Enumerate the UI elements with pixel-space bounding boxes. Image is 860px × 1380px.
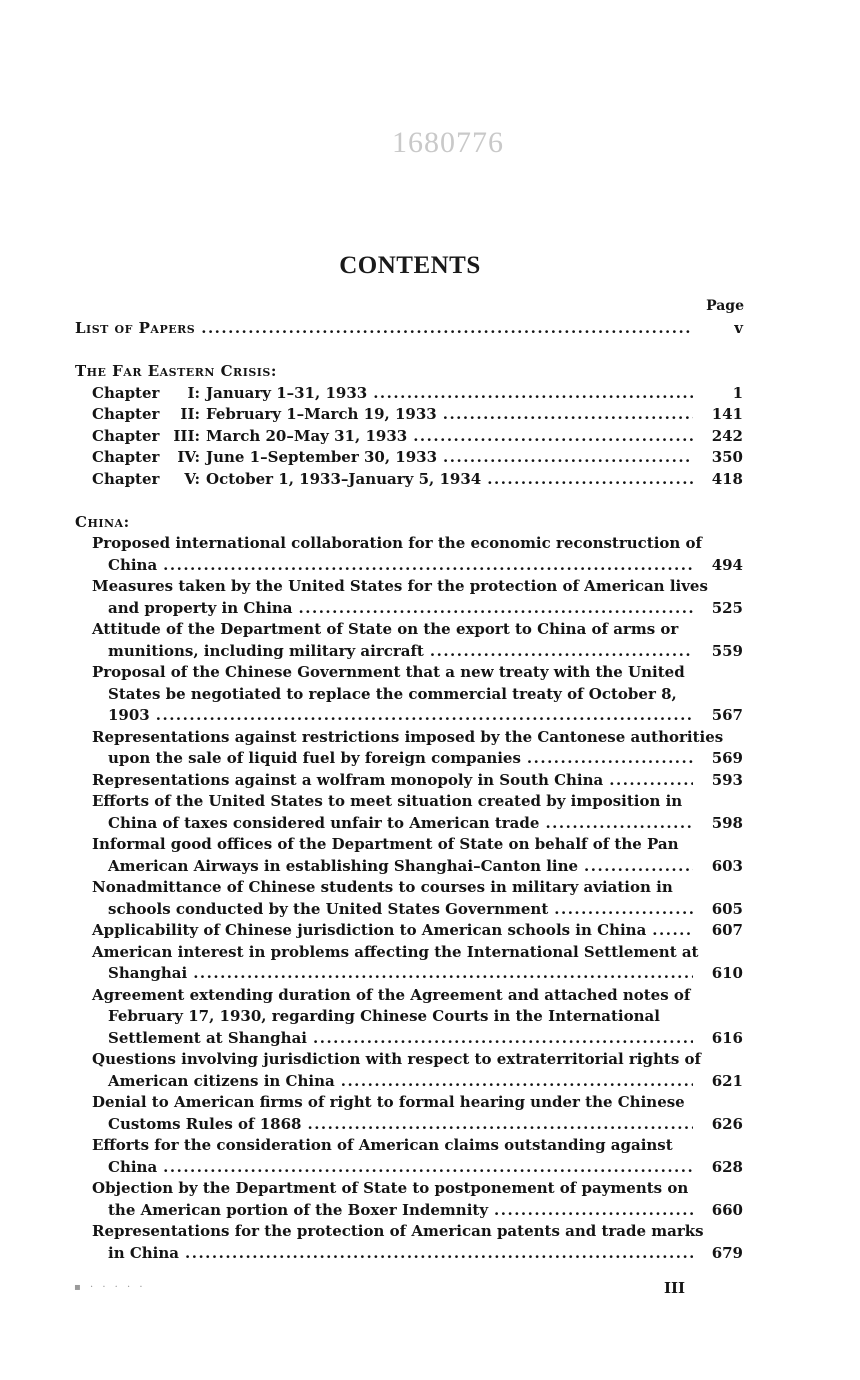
toc-page-number: 598 xyxy=(711,813,743,832)
page-column-header: Page xyxy=(706,298,744,314)
toc-entry-chapter[interactable] xyxy=(75,383,743,405)
dot-leader xyxy=(299,598,693,620)
toc-entry-text: American interest in problems affecting the International Settlement at xyxy=(92,942,699,961)
toc-entry-text: 1903 xyxy=(108,706,150,724)
toc-page-number: 605 xyxy=(711,899,743,918)
toc-entry-text: munitions, including military aircraft xyxy=(108,641,424,660)
toc-page-number: 593 xyxy=(711,770,743,789)
toc-entry-chapter[interactable] xyxy=(75,426,743,448)
scan-artifact: ▪ · · · · · xyxy=(74,1282,146,1293)
toc-page-number: 679 xyxy=(711,1243,743,1262)
dot-leader xyxy=(443,404,693,426)
toc-entry-line xyxy=(92,813,743,835)
chapter-number: II: xyxy=(180,405,200,423)
dot-leader xyxy=(527,748,693,770)
toc-entry-text: Efforts of the United States to meet situation created by imposition in xyxy=(92,792,683,810)
toc-page-number: 569 xyxy=(711,749,743,767)
dot-leader xyxy=(307,1114,693,1136)
chapter-label xyxy=(92,404,437,426)
dot-leader xyxy=(494,1200,693,1222)
toc-entry-label: List of Papers xyxy=(75,319,196,337)
chapter-dates: January 1–31, 1933 xyxy=(206,383,368,402)
toc-entry-line xyxy=(92,1243,743,1265)
toc-entry-text: and property in China xyxy=(108,598,293,617)
toc-entry-line xyxy=(92,1071,743,1093)
toc-entry-china[interactable] xyxy=(75,1178,743,1221)
toc-entry-line xyxy=(92,963,743,985)
chapter-dates: October 1, 1933–January 5, 1934 xyxy=(206,469,482,488)
chapter-word: Chapter xyxy=(92,426,160,445)
dot-leader xyxy=(554,899,693,921)
chapter-list xyxy=(75,383,743,491)
chapter-number: III: xyxy=(173,426,200,445)
toc-entry-china[interactable] xyxy=(75,1092,743,1135)
toc-entry-line xyxy=(92,1200,743,1222)
toc-entry-china[interactable] xyxy=(75,619,743,662)
toc-entry-text: Objection by the Department of State to postponement of payments on xyxy=(92,1179,689,1197)
library-stamp: 1680776 xyxy=(392,126,504,159)
dot-leader xyxy=(413,426,693,448)
dot-leader xyxy=(156,705,693,727)
toc-entry-text: schools conducted by the United States Government xyxy=(108,899,549,918)
toc-entry-china[interactable] xyxy=(75,662,743,727)
toc-entry-text: Nonadmittance of Chinese students to courses in military aviation in xyxy=(92,878,673,896)
toc-entry-text: Informal good offices of the Department of State on behalf of the Pan xyxy=(92,835,679,853)
toc-entry-china[interactable] xyxy=(75,576,743,619)
toc-entry-line xyxy=(92,598,743,620)
toc-entry-text: Measures taken by the United States for the protection of American lives xyxy=(92,577,708,595)
toc-entry-china[interactable] xyxy=(75,920,743,942)
toc-entry-text: Agreement extending duration of the Agreement and attached notes of xyxy=(92,985,691,1004)
dot-leader xyxy=(430,641,693,663)
chapter-label xyxy=(92,383,367,405)
toc-page-number: 494 xyxy=(711,555,743,574)
toc-entry-text: Settlement at Shanghai xyxy=(108,1028,307,1047)
chapter-label xyxy=(92,447,437,469)
toc-page-number: 621 xyxy=(711,1071,743,1090)
toc-entry-line xyxy=(92,899,743,921)
chapter-word: Chapter xyxy=(92,448,160,466)
toc-page-number: 610 xyxy=(711,964,743,982)
toc-page-number: 350 xyxy=(711,448,743,466)
toc-entry-text: upon the sale of liquid fuel by foreign companies xyxy=(108,749,521,767)
toc-entry-text: Proposal of the Chinese Government that a new treaty with the United xyxy=(92,663,685,681)
toc-entry-china[interactable] xyxy=(75,1135,743,1178)
dot-leader xyxy=(201,318,693,340)
toc-entry-china[interactable] xyxy=(75,877,743,920)
page-title: CONTENTS xyxy=(339,252,481,279)
chapter-label xyxy=(92,426,407,448)
toc-page-number: 242 xyxy=(711,426,743,445)
toc-entry-text: Attitude of the Department of State on the export to China of arms or xyxy=(92,620,679,638)
toc-entry-text: China xyxy=(108,1157,158,1176)
toc-entry-line xyxy=(92,920,743,942)
chapter-number: I: xyxy=(187,383,200,402)
toc-entry-china[interactable] xyxy=(75,1221,743,1264)
toc-entry-line xyxy=(92,555,743,577)
table-of-contents xyxy=(75,318,743,1264)
toc-entry-list-of-papers[interactable] xyxy=(75,318,743,340)
toc-page-number: 567 xyxy=(711,706,743,724)
dot-leader xyxy=(163,1157,693,1179)
toc-entry-china[interactable] xyxy=(75,985,743,1050)
toc-entry-text: Efforts for the consideration of American claims outstanding against xyxy=(92,1136,673,1154)
toc-page-number: v xyxy=(734,319,743,337)
toc-entry-line xyxy=(92,770,743,792)
toc-entry-line xyxy=(92,1157,743,1179)
toc-entry-chapter[interactable] xyxy=(75,404,743,426)
toc-page-number: 1 xyxy=(732,383,743,402)
toc-page-number: 418 xyxy=(711,469,743,488)
toc-page-number: 525 xyxy=(711,598,743,617)
dot-leader xyxy=(487,469,693,491)
toc-entry-text: Customs Rules of 1868 xyxy=(108,1114,302,1133)
toc-entry-text: Representations for the protection of American patents and trade marks xyxy=(92,1222,704,1240)
toc-entry-text: China xyxy=(108,555,158,574)
dot-leader xyxy=(373,383,693,405)
toc-entry-china[interactable] xyxy=(75,727,743,770)
toc-page-number: 626 xyxy=(711,1114,743,1133)
dot-leader xyxy=(313,1028,693,1050)
toc-entry-text: China of taxes considered unfair to American trade xyxy=(108,813,540,832)
dot-leader xyxy=(185,1243,693,1265)
toc-entry-text: Denial to American firms of right to formal hearing under the Chinese xyxy=(92,1093,685,1111)
toc-entry-text: American Airways in establishing Shanghai–Canton line xyxy=(108,856,579,875)
section-heading-far-eastern-crisis: The Far Eastern Crisis: xyxy=(75,362,277,380)
toc-entry-china[interactable] xyxy=(75,1049,743,1092)
toc-entry-text: States be negotiated to replace the commercial treaty of October 8, xyxy=(108,684,677,703)
chapter-word: Chapter xyxy=(92,405,160,423)
toc-entry-china[interactable] xyxy=(75,834,743,877)
toc-page-number: 559 xyxy=(711,641,743,660)
toc-entry-china[interactable] xyxy=(75,942,743,985)
toc-entry-text: Questions involving jurisdiction with respect to extraterritorial rights of xyxy=(92,1050,701,1068)
toc-entry-text: February 17, 1930, regarding Chinese Courts in the International xyxy=(108,1007,660,1025)
toc-page-number: 141 xyxy=(711,405,743,423)
chapter-dates: June 1–September 30, 1933 xyxy=(206,448,438,466)
chapter-dates: February 1–March 19, 1933 xyxy=(206,405,437,423)
chapter-dates: March 20–May 31, 1933 xyxy=(206,426,408,445)
chapter-word: Chapter xyxy=(92,383,160,402)
toc-entry-text: Representations against restrictions imposed by the Cantonese authorities xyxy=(92,727,724,746)
china-entry-list xyxy=(75,533,743,1264)
chapter-label xyxy=(92,469,481,491)
toc-entry-text: Shanghai xyxy=(108,964,188,982)
toc-entry-line xyxy=(92,1028,743,1050)
toc-entry-line xyxy=(92,856,743,878)
toc-page-number: 607 xyxy=(711,921,743,939)
toc-entry-line xyxy=(92,705,743,727)
section-heading-china: China: xyxy=(75,512,130,531)
chapter-number: V: xyxy=(184,469,200,488)
toc-entry-line xyxy=(92,1114,743,1136)
toc-entry-china[interactable] xyxy=(75,770,743,792)
toc-entry-china[interactable] xyxy=(75,533,743,576)
chapter-word: Chapter xyxy=(92,469,160,488)
toc-page-number: 628 xyxy=(711,1157,743,1176)
toc-page-number: 616 xyxy=(711,1028,743,1047)
toc-entry-text: American citizens in China xyxy=(108,1071,335,1090)
dot-leader xyxy=(193,963,693,985)
dot-leader xyxy=(341,1071,693,1093)
dot-leader xyxy=(545,813,693,835)
dot-leader xyxy=(163,555,693,577)
dot-leader xyxy=(584,856,693,878)
toc-entry-text: Representations against a wolfram monopoly in South China xyxy=(92,770,604,789)
toc-entry-line xyxy=(92,641,743,663)
toc-entry-chapter[interactable] xyxy=(75,469,743,491)
toc-entry-chapter[interactable] xyxy=(75,447,743,469)
toc-entry-china[interactable] xyxy=(75,791,743,834)
chapter-number: IV: xyxy=(177,448,200,466)
toc-page-number: 603 xyxy=(711,856,743,875)
page-folio: III xyxy=(664,1279,686,1297)
toc-entry-text: Proposed international collaboration for the economic reconstruction of xyxy=(92,534,703,552)
toc-entry-text: in China xyxy=(108,1243,179,1262)
toc-page-number: 660 xyxy=(711,1200,743,1219)
dot-leader xyxy=(652,920,693,942)
toc-entry-line xyxy=(92,748,743,770)
toc-entry-text: Applicability of Chinese jurisdiction to American schools in China xyxy=(92,921,647,939)
dot-leader xyxy=(609,770,693,792)
dot-leader xyxy=(443,447,693,469)
toc-entry-text: the American portion of the Boxer Indemnity xyxy=(108,1200,489,1219)
